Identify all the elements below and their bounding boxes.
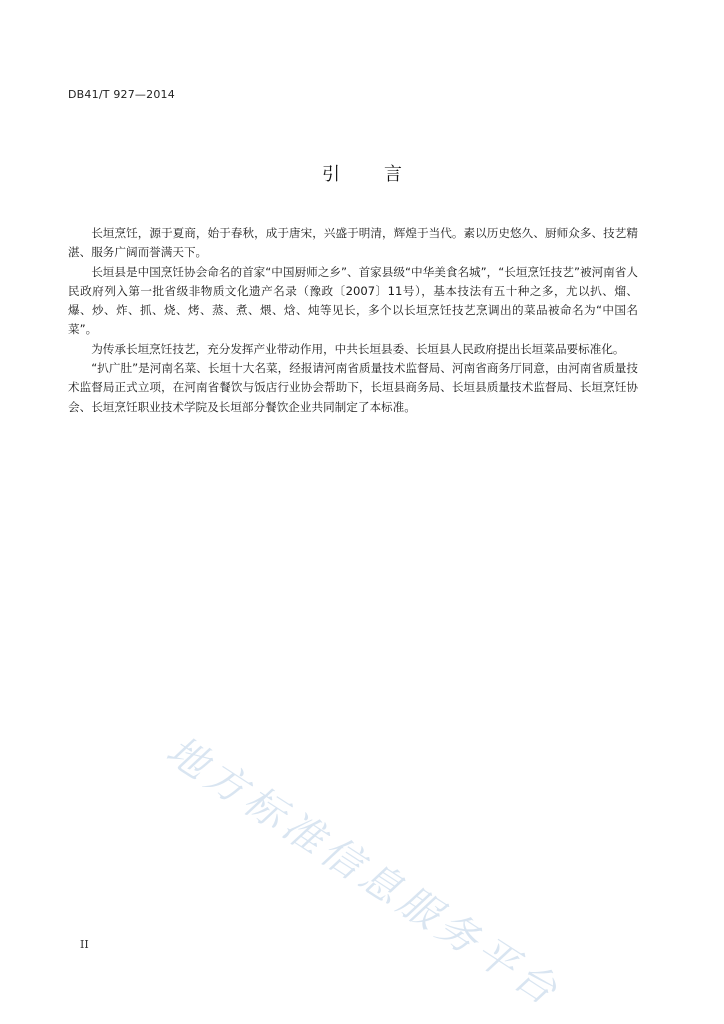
page-number: II xyxy=(80,938,89,951)
paragraph-heritage: 长垣县是中国烹饪协会命名的首家“中国厨师之乡”、首家县级“中华美食名城”，“长垣烹饪技艺”被河南省人民政府列入第一批省级非物质文化遗产名录（豫政〔2007〕11号），基本技法有五十种之多，尤以扒、熘、爆、炒、炸、抓、烧、烤、蒸、煮、煨、焓、炖等见长，多个以长垣烹饪技艺烹调出的菜品被命名为“中国名菜”。 xyxy=(68,264,638,337)
section-title-introduction: 引言 xyxy=(322,164,446,185)
standard-code: DB41/T 927—2014 xyxy=(68,88,175,101)
paragraph-standardization: 为传承长垣烹饪技艺，充分发挥产业带动作用，中共长垣县委、长垣县人民政府提出长垣菜品要标准化。 xyxy=(91,341,625,356)
paragraph-drafting: “扒广肚”是河南名菜、长垣十大名菜，经报请河南省质量技术监督局、河南省商务厅同意，由河南省质量技术监督局正式立项，在河南省餐饮与饭店行业协会帮助下，长垣县商务局、长垣县质量技术监督局、长垣烹饪协会、长垣烹饪职业技术学院及长垣部分餐饮企业共同制定了本标准。 xyxy=(68,361,638,414)
paragraph-history: 长垣烹饪，源于夏商，始于春秋，成于唐宋，兴盛于明清，辉煌于当代。素以历史悠久、厨师众多、技艺精湛、服务广阔而誉满天下。 xyxy=(68,226,638,260)
watermark: 地方标准信息服务平台 xyxy=(158,727,569,1017)
introduction-body xyxy=(68,224,638,417)
